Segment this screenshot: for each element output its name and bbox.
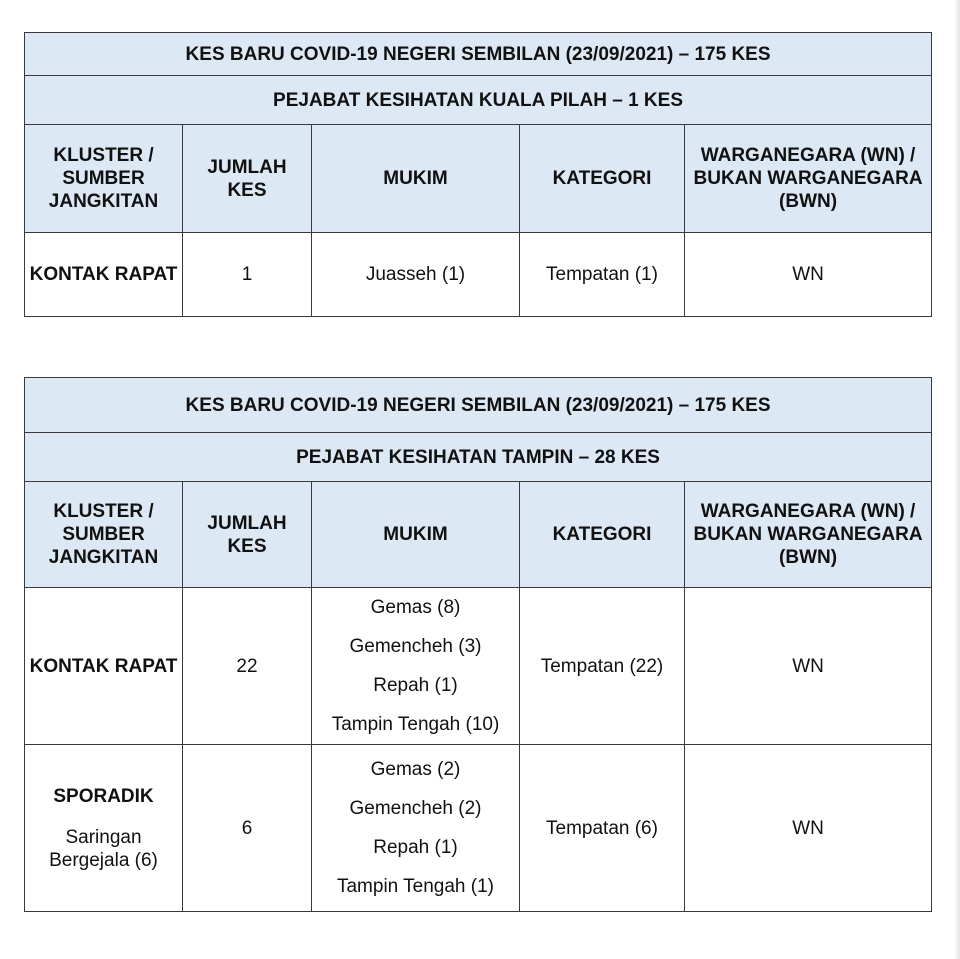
mukim-cell — [312, 745, 520, 912]
header-cluster: KLUSTER / SUMBER JANGKITAN — [25, 125, 183, 233]
table-title: KES BARU COVID-19 NEGERI SEMBILAN (23/09/2021) – 175 KES — [25, 378, 932, 433]
mukim-item: Repah (1) — [373, 675, 458, 696]
header-total: JUMLAH KES — [183, 125, 312, 233]
table-row — [25, 233, 932, 317]
table-row — [25, 745, 932, 912]
mukim-item: Tampin Tengah (10) — [331, 714, 500, 735]
mukim-item: Repah (1) — [373, 837, 458, 858]
category-cell: Tempatan (6) — [520, 745, 685, 912]
header-category: KATEGORI — [520, 125, 685, 233]
cluster-label: SPORADIK — [53, 785, 154, 807]
cluster-cell: KONTAK RAPAT — [25, 233, 183, 317]
mukim-item: Tampin Tengah (1) — [336, 876, 495, 897]
header-mukim: MUKIM — [312, 125, 520, 233]
header-citizenship: WARGANEGARA (WN) / BUKAN WARGANEGARA (BWN) — [685, 125, 932, 233]
column-header-row — [25, 482, 932, 588]
mukim-cell: Juasseh (1) — [312, 233, 520, 317]
table-title: KES BARU COVID-19 NEGERI SEMBILAN (23/09/2021) – 175 KES — [25, 33, 932, 76]
category-cell: Tempatan (22) — [520, 588, 685, 745]
header-cluster: KLUSTER / SUMBER JANGKITAN — [25, 482, 183, 588]
mukim-item: Gemas (2) — [370, 759, 461, 780]
citizenship-cell: WN — [685, 588, 932, 745]
header-citizenship: WARGANEGARA (WN) / BUKAN WARGANEGARA (BWN) — [685, 482, 932, 588]
health-office-heading: PEJABAT KESIHATAN KUALA PILAH – 1 KES — [25, 76, 932, 125]
cluster-cell: KONTAK RAPAT — [25, 588, 183, 745]
tampin-cases-table — [24, 377, 932, 912]
citizenship-cell: WN — [685, 745, 932, 912]
mukim-item: Gemencheh (2) — [349, 798, 482, 819]
health-office-heading: PEJABAT KESIHATAN TAMPIN – 28 KES — [25, 433, 932, 482]
column-header-row — [25, 125, 932, 233]
cluster-cell — [25, 745, 183, 912]
header-category: KATEGORI — [520, 482, 685, 588]
mukim-item: Gemas (8) — [370, 597, 461, 618]
header-mukim: MUKIM — [312, 482, 520, 588]
mukim-cell — [312, 588, 520, 745]
category-cell: Tempatan (1) — [520, 233, 685, 317]
citizenship-cell: WN — [685, 233, 932, 317]
page-edge-shadow — [954, 0, 960, 959]
mukim-item: Gemencheh (3) — [349, 636, 482, 657]
kuala-pilah-cases-table — [24, 32, 932, 317]
total-cell: 1 — [183, 233, 312, 317]
cluster-sublabel: Saringan Bergejala (6) — [49, 826, 158, 871]
table-row — [25, 588, 932, 745]
header-total: JUMLAH KES — [183, 482, 312, 588]
total-cell: 22 — [183, 588, 312, 745]
total-cell: 6 — [183, 745, 312, 912]
